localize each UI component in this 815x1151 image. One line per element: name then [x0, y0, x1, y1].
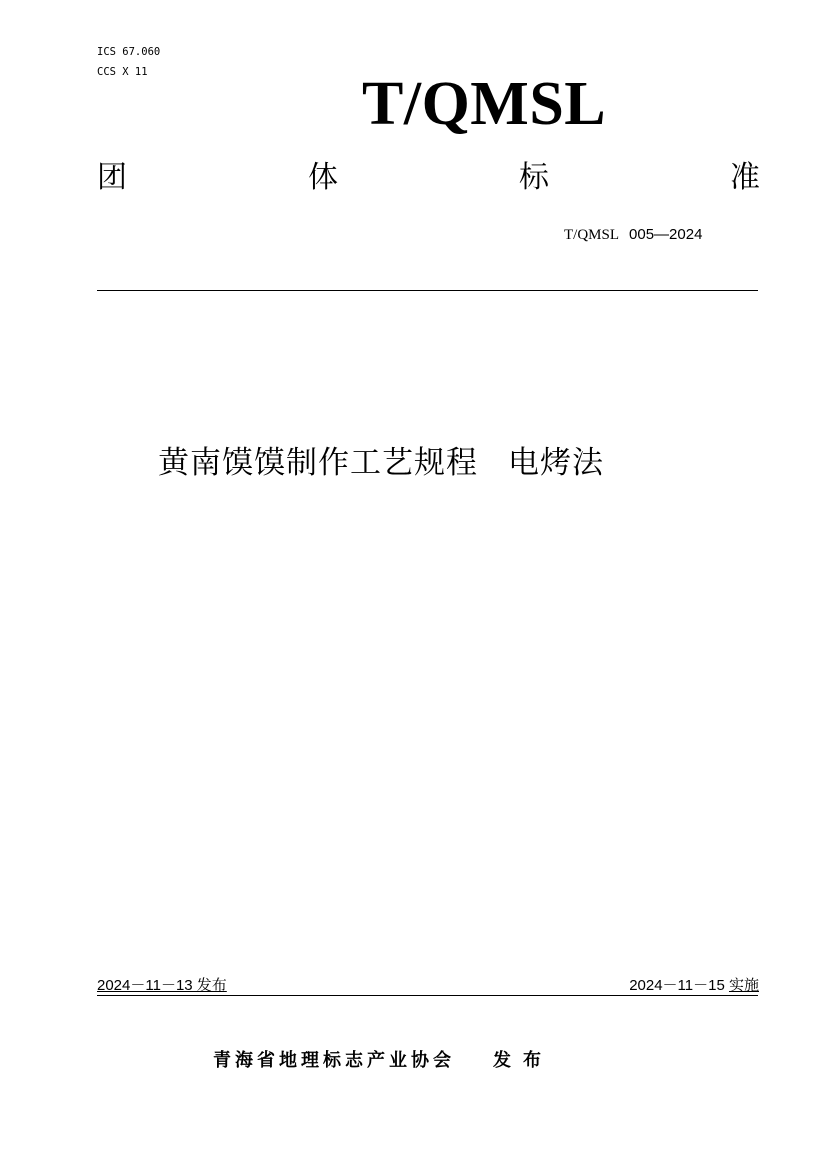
standard-number-prefix: T/QMSL	[564, 227, 620, 243]
publisher-line	[213, 1048, 553, 1074]
publish-action: 发布	[493, 1050, 553, 1071]
ics-code: ICS 67.060	[97, 46, 161, 58]
publisher-name: 青海省地理标志产业协会	[213, 1050, 455, 1071]
standard-type-char: 准	[730, 160, 760, 195]
standard-number-value: 005—2024	[629, 226, 703, 243]
document-title-suffix: 电烤法	[508, 445, 604, 481]
standard-type-char: 体	[308, 160, 338, 195]
standard-type-heading	[97, 158, 760, 198]
standard-type-char: 标	[519, 160, 549, 195]
footer-divider	[97, 995, 758, 996]
classification-codes	[97, 42, 160, 82]
release-date	[97, 975, 227, 997]
standard-logo: T/QMSL	[362, 70, 607, 138]
standard-number	[564, 223, 702, 246]
document-title-main: 黄南馍馍制作工艺规程	[158, 445, 478, 481]
implementation-date-text: 2024－11－15	[629, 977, 729, 994]
header-divider	[97, 290, 758, 291]
document-title	[158, 440, 604, 486]
standard-type-char: 团	[97, 160, 127, 195]
ccs-code: CCS X 11	[97, 66, 148, 78]
implementation-label: 实施	[728, 977, 759, 994]
implementation-date	[629, 975, 759, 997]
release-date-text: 2024－11－13 发布	[97, 977, 227, 994]
